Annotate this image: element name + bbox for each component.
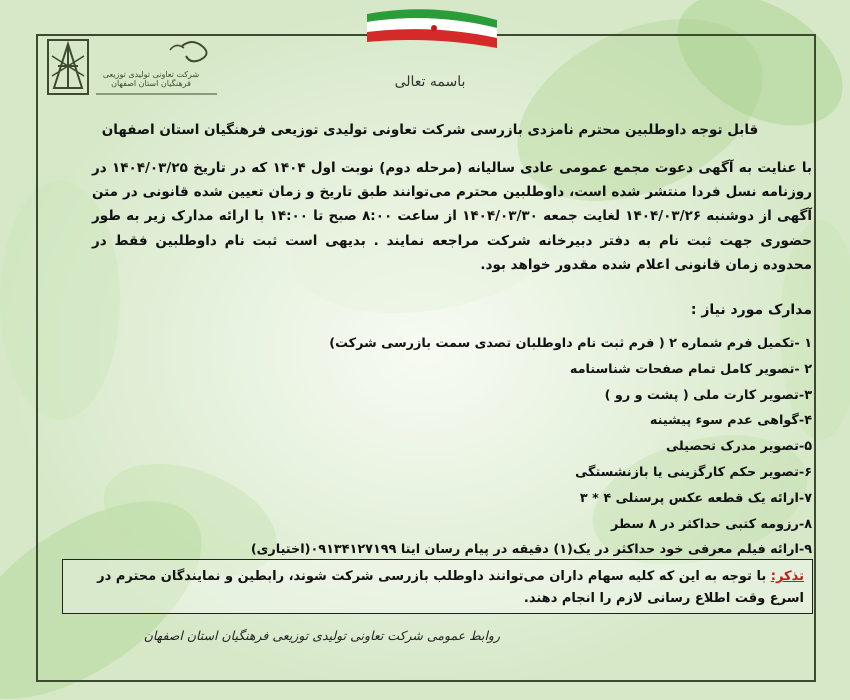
public-relations-signature: روابط عمومی شرکت تعاونی تولیدی توزیعی فرهنگیان استان اصفهان	[143, 628, 500, 643]
document-item: ۵-تصویر مدرک تحصیلی	[665, 439, 812, 455]
document-item: ۴-گواهی عدم سوء پیشینه	[649, 413, 812, 429]
announcement-body: با عنایت به آگهی دعوت مجمع عمومی عادی سالیانه (مرحله دوم) نوبت اول ۱۴۰۴ که در تاریخ ۱۴۰۴/۰۳/۲۵ در روزنامه نسل فردا منتشر شده است، داوطلبین محترم می‌توانند طبق تاریخ و زمان تعیین شده قانونی در متن آگهی از دوشنبه ۱۴۰۴/۰۳/۲۶ لغایت جمعه ۱۴۰۴/۰۳/۳۰ از ساعت ۸:۰۰ صبح تا ۱۴:۰۰ با ارائه مدارک زیر به طور حضوری جهت ثبت نام به دفتر دبیرخانه شرکت مراجعه نمایند . بدیهی است ثبت نام داوطلبین فقط در محدوده زمان قانونی اعلام شده مقدور خواهد بود.	[92, 160, 813, 273]
announcement-title: قابل توجه داوطلبین محترم نامزدی بازرسی شرکت تعاونی تولیدی توزیعی فرهنگیان استان اصفهان	[101, 122, 759, 138]
document-item: ۶-تصویر حکم کارگزینی یا بازنشستگی	[575, 464, 812, 480]
document-item: ۸-رزومه کتبی حداکثر در ۸ سطر	[611, 516, 812, 532]
note-text: با توجه به این که کلیه سهام داران می‌توانند داوطلب بازرسی شرکت شوند، رابطین و نمایندگان محترم در اسرع وقت اطلاع رسانی لازم را انجام دهند.	[97, 569, 804, 606]
document-item: ۹-ارائه فیلم معرفی خود حداکثر در یک(۱) دقیقه در پیام رسان ایتا ۰۹۱۳۴۱۲۷۱۹۹(اختیاری)	[250, 542, 812, 558]
company-logo-icon	[42, 36, 222, 98]
note-label: تذکر:	[770, 569, 804, 584]
iran-flag-icon	[362, 6, 502, 56]
document-item: ۱ -تکمیل فرم شماره ۲ ( فرم ثبت نام داوطلبان تصدی سمت بازرسی شرکت)	[329, 336, 812, 351]
document-item: ۳-تصویر کارت ملی ( پشت و رو )	[604, 387, 812, 403]
document-item: ۷-ارائه یک قطعه عکس پرسنلی ۴ * ۳	[579, 490, 812, 506]
logo-caption: شرکت تعاونی تولیدی توزیعی فرهنگیان استان اصفهان	[102, 70, 200, 88]
bismillah-heading: باسمه تعالی	[394, 74, 466, 90]
note-box	[62, 559, 813, 614]
document-item: ۲ -تصویر کامل تمام صفحات شناسنامه	[569, 361, 812, 377]
required-documents-heading: مدارک مورد نیاز :	[690, 302, 812, 318]
required-documents-list	[72, 336, 812, 568]
